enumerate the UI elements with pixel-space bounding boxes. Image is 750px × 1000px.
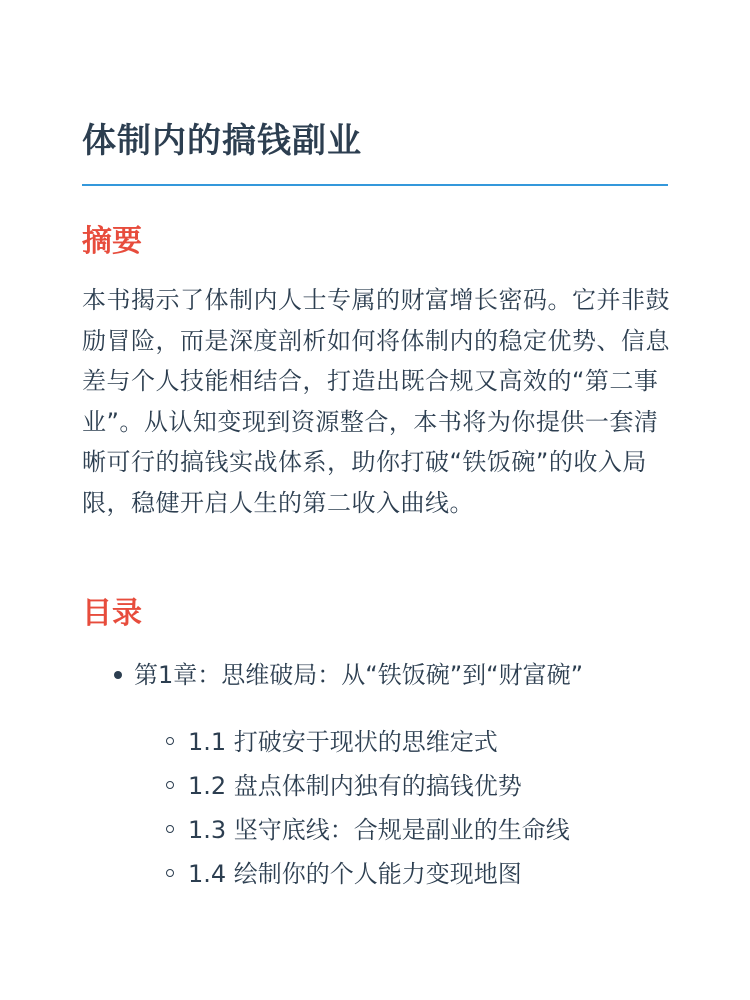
toc-list [82, 656, 672, 896]
toc-section-1-3[interactable] [134, 808, 672, 852]
section-title: 1.1 打破安于现状的思维定式 [188, 728, 498, 756]
hollow-bullet-icon [166, 737, 174, 745]
hollow-bullet-icon [166, 781, 174, 789]
toc-section-1-2[interactable] [134, 764, 672, 808]
toc-section-1-1[interactable] [134, 720, 672, 764]
hollow-bullet-icon [166, 869, 174, 877]
abstract-text: 本书揭示了体制内人士专属的财富增长密码。它并非鼓励冒险，而是深度剖析如何将体制内的稳定优势、信息差与个人技能相结合，打造出既合规又高效的“第二事业”。从认知变现到资源整合，本书将为你提供一套清晰可行的搞钱实战体系，助你打破“铁饭碗”的收入局限，稳健开启人生的第二收入曲线。 [82, 286, 670, 517]
abstract-heading: 摘要 [82, 224, 142, 259]
section-list [134, 720, 672, 896]
toc-section-1-4[interactable] [134, 852, 672, 896]
bullet-icon [114, 671, 122, 679]
section-title: 1.3 坚守底线：合规是副业的生命线 [188, 816, 570, 844]
hollow-bullet-icon [166, 825, 174, 833]
section-title: 1.4 绘制你的个人能力变现地图 [188, 860, 522, 888]
toc-chapter-1 [82, 656, 672, 896]
toc-heading: 目录 [82, 596, 142, 631]
title-divider [82, 184, 668, 186]
section-title: 1.2 盘点体制内独有的搞钱优势 [188, 772, 522, 800]
chapter-title[interactable]: 第1章：思维破局：从“铁饭碗”到“财富碗” [134, 661, 584, 689]
book-title: 体制内的搞钱副业 [82, 121, 362, 161]
